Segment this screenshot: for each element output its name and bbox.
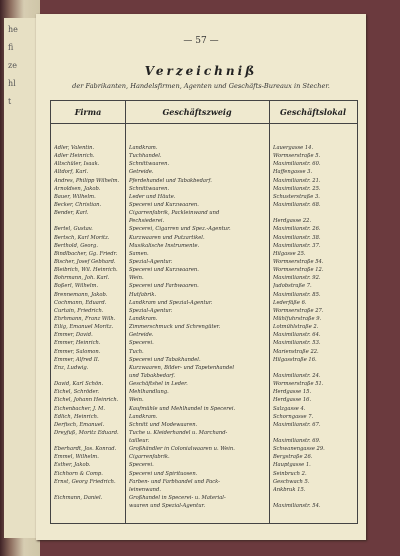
firm-name-cell: Emmer, David. [54, 332, 93, 339]
table-row [51, 209, 357, 217]
business-location-cell: Schusterstraße 3. [273, 193, 320, 200]
table-row [51, 185, 357, 193]
table-row [51, 494, 357, 502]
business-branch-cell: Schnittwaaren. [129, 185, 170, 192]
table-row [51, 299, 357, 307]
business-branch-cell: Getreide. [129, 169, 154, 176]
business-location-cell: Herdgasse 22. [273, 218, 312, 225]
business-branch-cell: Samen. [129, 250, 149, 257]
business-branch-cell: Kurzwaaren und Putzartikel. [129, 234, 205, 241]
table-row [51, 486, 357, 494]
left-page-fragment: he [8, 25, 18, 34]
business-location-cell: Herdgasse 15. [273, 389, 312, 396]
business-branch-cell: Specerei und Tabakhandel. [129, 356, 201, 363]
business-branch-cell: Tuch. [129, 348, 144, 355]
table-row [51, 421, 357, 429]
left-page-fragment: t [8, 97, 12, 106]
table-row [51, 177, 357, 185]
table-row [51, 307, 357, 315]
table-row [51, 225, 357, 233]
table-row [51, 372, 357, 380]
business-branch-cell: Geschäftshel in Leder. [129, 381, 188, 388]
business-branch-cell: tailleur. [129, 438, 150, 445]
table-row [51, 282, 357, 290]
firm-name-cell: Curtain, Friedrich. [54, 307, 104, 314]
firm-name-cell: Eichmann, Daniel. [54, 495, 103, 502]
table-row [51, 356, 357, 364]
header-geschaeftszweig: Geschäftszweig [125, 101, 269, 124]
table-row [51, 160, 357, 168]
business-location-cell: Maximilianstr. 67. [273, 421, 321, 428]
table-row [51, 291, 357, 299]
business-location-cell: Wormserstraße 51. [273, 381, 324, 388]
business-location-cell: Maximilianstr. 69. [273, 438, 321, 445]
table-row [51, 266, 357, 274]
business-branch-cell: Tuchhandel. [129, 153, 162, 160]
business-branch-cell: Schnittwaaren. [129, 161, 170, 168]
business-branch-cell: Leder und Häute. [129, 193, 176, 200]
business-location-cell: Salzgasse 4. [273, 405, 306, 412]
business-location-cell: Maximilianstr. 54. [273, 503, 321, 510]
business-branch-cell: Specerei und Kurzwaaren. [129, 201, 199, 208]
business-location-cell: Maximilianstr. 53. [273, 340, 321, 347]
header-firma: Firma [51, 101, 125, 124]
business-branch-cell: Wein. [129, 397, 144, 404]
firm-name-cell: Eichel, Johann Heinrich. [54, 397, 119, 404]
business-location-cell: Maximilianstr. 24. [273, 372, 321, 379]
business-location-cell: Maximilianstr. 38. [273, 234, 321, 241]
table-row [51, 380, 357, 388]
left-page-fragment: hl [8, 79, 16, 88]
business-location-cell: Maximilianstr. 25. [273, 185, 321, 192]
firm-name-cell: Emmel, Wilhelm. [54, 454, 99, 461]
business-location-cell: Marienstraße 22. [273, 348, 319, 355]
table-row [51, 242, 357, 250]
firm-name-cell: Esther, Jakob. [54, 462, 91, 469]
table-row [51, 258, 357, 266]
page-title: Verzeichniß [144, 64, 258, 78]
firm-name-cell: Andres, Philipp Wilhelm. [54, 177, 120, 184]
table-row [51, 152, 357, 160]
business-branch-cell: Farben- und Farbhandel und Pack- [129, 478, 220, 485]
business-branch-cell: Getreide. [129, 332, 154, 339]
table-row [51, 364, 357, 372]
business-branch-cell: Pferdehandel und Tabakbedarf. [129, 177, 212, 184]
business-branch-cell: leinenwand. [129, 486, 161, 493]
business-branch-cell: Hutfabrik. [129, 291, 157, 298]
business-branch-cell: Cigarrenfabrik, Packleinwand und [129, 210, 220, 217]
business-location-cell: Maximilianstr. 68. [273, 201, 321, 208]
business-location-cell: Wormserstraße 27. [273, 307, 324, 314]
business-branch-cell: Spezial-Agentur. [129, 307, 173, 314]
business-branch-cell: Wein. [129, 275, 144, 282]
firm-name-cell: Eichenbacher, J. M. [54, 405, 105, 412]
firm-name-cell: Enz, Ludwig. [54, 364, 89, 371]
table-row [51, 274, 357, 282]
table-row [51, 217, 357, 225]
firm-name-cell: Brennemann, Jakob. [54, 291, 108, 298]
table-row [51, 234, 357, 242]
business-location-cell: Seinbruch 2. [273, 470, 307, 477]
business-location-cell: Lotmühlstraße 2. [273, 324, 319, 331]
firm-name-cell: Adler, Valentin. [54, 145, 95, 151]
business-location-cell: Maximilianstr. 85. [273, 291, 321, 298]
table-row [51, 396, 357, 404]
business-location-cell: Hilgasstraße 16. [273, 356, 317, 363]
business-branch-cell: Zimmerschmuck und Schrengüter. [129, 324, 221, 331]
firm-name-cell: Emmer, Heinrich. [54, 340, 101, 347]
firm-name-cell: Cochmann, Eduard. [54, 299, 107, 306]
left-page-edge [4, 18, 39, 538]
business-location-cell: Geschwach 5. [273, 478, 310, 485]
firm-name-cell: Eichel, Schröder. [54, 389, 100, 396]
firm-name-cell: Bindlbacher, Gg. Friedr. [54, 250, 118, 257]
table-row [51, 193, 357, 201]
business-location-cell: Mühlfuhrstraße 9. [273, 315, 322, 322]
table-row [51, 388, 357, 396]
business-branch-cell: Landkram. [129, 145, 158, 151]
firm-name-cell: Boßerl, Wilhelm. [54, 283, 99, 290]
business-branch-cell: Musikalische Instrumente. [129, 242, 200, 249]
left-page-fragment: fi [8, 43, 14, 52]
table-row [51, 315, 357, 323]
business-branch-cell: waaren und Spezial-Agentur. [129, 503, 206, 510]
table-row [51, 502, 357, 510]
business-location-cell: Hauptgasse 1. [273, 462, 311, 469]
business-location-cell: Maximilianstr. 92. [273, 275, 321, 282]
business-location-cell: Lauergasse 14. [273, 145, 314, 151]
table-body [51, 144, 357, 510]
business-branch-cell: Großhandel in Specerei- u. Material- [129, 495, 226, 502]
firm-name-cell: Bauer, Wilhelm. [54, 193, 96, 200]
business-branch-cell: Landkram. [129, 315, 158, 322]
table-row [51, 445, 357, 453]
header-geschaeftslokal: Geschäftslokal [269, 101, 357, 124]
firm-name-cell: Dreyfuß, Moritz Eduard. [54, 429, 119, 436]
table-row [51, 429, 357, 437]
table-row [51, 461, 357, 469]
business-branch-cell: Specerei und Spirituosen. [129, 470, 198, 477]
left-page-fragment: ze [8, 61, 17, 70]
firm-name-cell: Bischer, Josef Gebhard. [54, 258, 116, 265]
firm-name-cell: Altdorf, Karl. [54, 169, 89, 176]
table-row [51, 144, 357, 152]
business-branch-cell: Landkram. [129, 413, 158, 420]
business-location-cell: Schorngasse 7. [273, 413, 314, 420]
business-branch-cell: Specerei und Farbwaaren. [129, 283, 199, 290]
business-location-cell: Wormserstraße 12. [273, 267, 324, 274]
business-location-cell: Schwanengasse 29. [273, 446, 325, 453]
business-location-cell: Maximilianstr. 60. [273, 161, 321, 168]
business-branch-cell: Cigarrenfabrik. [129, 454, 170, 461]
business-branch-cell: Specerei, Cigarren und Spez.-Agentur. [129, 226, 231, 233]
table-row [51, 453, 357, 461]
firm-name-cell: Ehrhmann, Franz Wilh. [54, 315, 116, 322]
directory-table [50, 100, 358, 524]
firm-name-cell: Derfisch, Emanuel. [54, 421, 105, 428]
page-number: — 57 — [183, 36, 219, 46]
table-row [51, 168, 357, 176]
business-branch-cell: Tuche u. Kleiderhandel u. Marchand- [129, 429, 228, 436]
firm-name-cell: Bleibrich, Wil. Heinrich. [54, 267, 118, 274]
business-branch-cell: Landkram und Spezial-Agentur. [129, 299, 213, 306]
table-row [51, 413, 357, 421]
firm-name-cell: Eberhardt, Jos. Konrad. [54, 446, 117, 453]
firm-name-cell: Bender, Karl. [54, 210, 89, 217]
business-branch-cell: Pechsiederei. [129, 218, 165, 225]
firm-name-cell: David, Karl Schön. [54, 381, 104, 388]
table-row [51, 437, 357, 445]
firm-name-cell: Emmer, Salomon. [54, 348, 101, 355]
business-location-cell: Maximilianstr. 37. [273, 242, 321, 249]
business-location-cell: Maximilianstr. 21. [273, 177, 321, 184]
business-branch-cell: Großhändler in Colonialwaaren u. Wein. [129, 446, 235, 453]
business-location-cell: Maximilianstr. 64. [273, 332, 321, 339]
firm-name-cell: Ernst, Georg Friedrich. [54, 478, 116, 485]
business-branch-cell: Schnitt und Modewaaren. [129, 421, 198, 428]
firm-name-cell: Berthold, Georg. [54, 242, 98, 249]
business-location-cell: Haffengasse 3. [273, 169, 313, 176]
table-row [51, 331, 357, 339]
firm-name-cell: Emmer, Alfred II. [54, 356, 100, 363]
business-branch-cell: Kurzwaaren, Bilder- und Tapetenhandel [129, 364, 235, 371]
table-row [51, 250, 357, 258]
business-branch-cell: Specerei. [129, 340, 154, 347]
business-location-cell: Ankbruk 15. [273, 486, 306, 493]
firm-name-cell: Adler Heinrich. [54, 153, 95, 160]
table-row [51, 201, 357, 209]
business-location-cell: Maximilianstr. 26. [273, 226, 321, 233]
business-location-cell: Bergstraße 26. [273, 454, 313, 461]
business-branch-cell: Specerei und Kurzwaaren. [129, 267, 199, 274]
book-page [36, 14, 366, 540]
firm-name-cell: Bohrmann, Joh. Karl. [54, 275, 110, 282]
business-location-cell: Herdgasse 16. [273, 397, 312, 404]
business-location-cell: Lederfäße 6. [273, 299, 307, 306]
firm-name-cell: Eichhorn & Comp. [54, 470, 103, 477]
firm-name-cell: Arnoldsen, Jakob. [54, 185, 101, 192]
firm-name-cell: Eilig, Emanuel Moritz. [54, 324, 114, 331]
table-row [51, 405, 357, 413]
firm-name-cell: Altschüler, Isaak. [54, 161, 100, 168]
table-row [51, 348, 357, 356]
business-location-cell: Wormserstraße 54. [273, 258, 324, 265]
business-branch-cell: Mehlhandlung. [129, 389, 169, 396]
business-branch-cell: Specerei. [129, 462, 154, 469]
table-row [51, 323, 357, 331]
business-location-cell: Hilgasse 25. [273, 250, 306, 257]
table-row [51, 339, 357, 347]
business-branch-cell: Kaufmühle und Mehlhandel in Specerei. [129, 405, 236, 412]
business-branch-cell: Spezial-Agentur. [129, 258, 173, 265]
firm-name-cell: Edlich, Heinrich. [54, 413, 99, 420]
page-subtitle: der Fabrikanten, Handelsfirmen, Agenten und Geschäfts-Bureaux in Stecher. [72, 82, 330, 90]
business-branch-cell: und Tabakbedarf. [129, 372, 176, 379]
table-row [51, 470, 357, 478]
table-row [51, 478, 357, 486]
business-location-cell: Judobstraße 7. [273, 283, 312, 290]
business-location-cell: Wormserstraße 5. [273, 153, 321, 160]
firm-name-cell: Bertel, Gustav. [54, 226, 93, 233]
firm-name-cell: Becker, Christian. [54, 201, 102, 208]
firm-name-cell: Bertsch, Karl Moritz. [54, 234, 110, 241]
